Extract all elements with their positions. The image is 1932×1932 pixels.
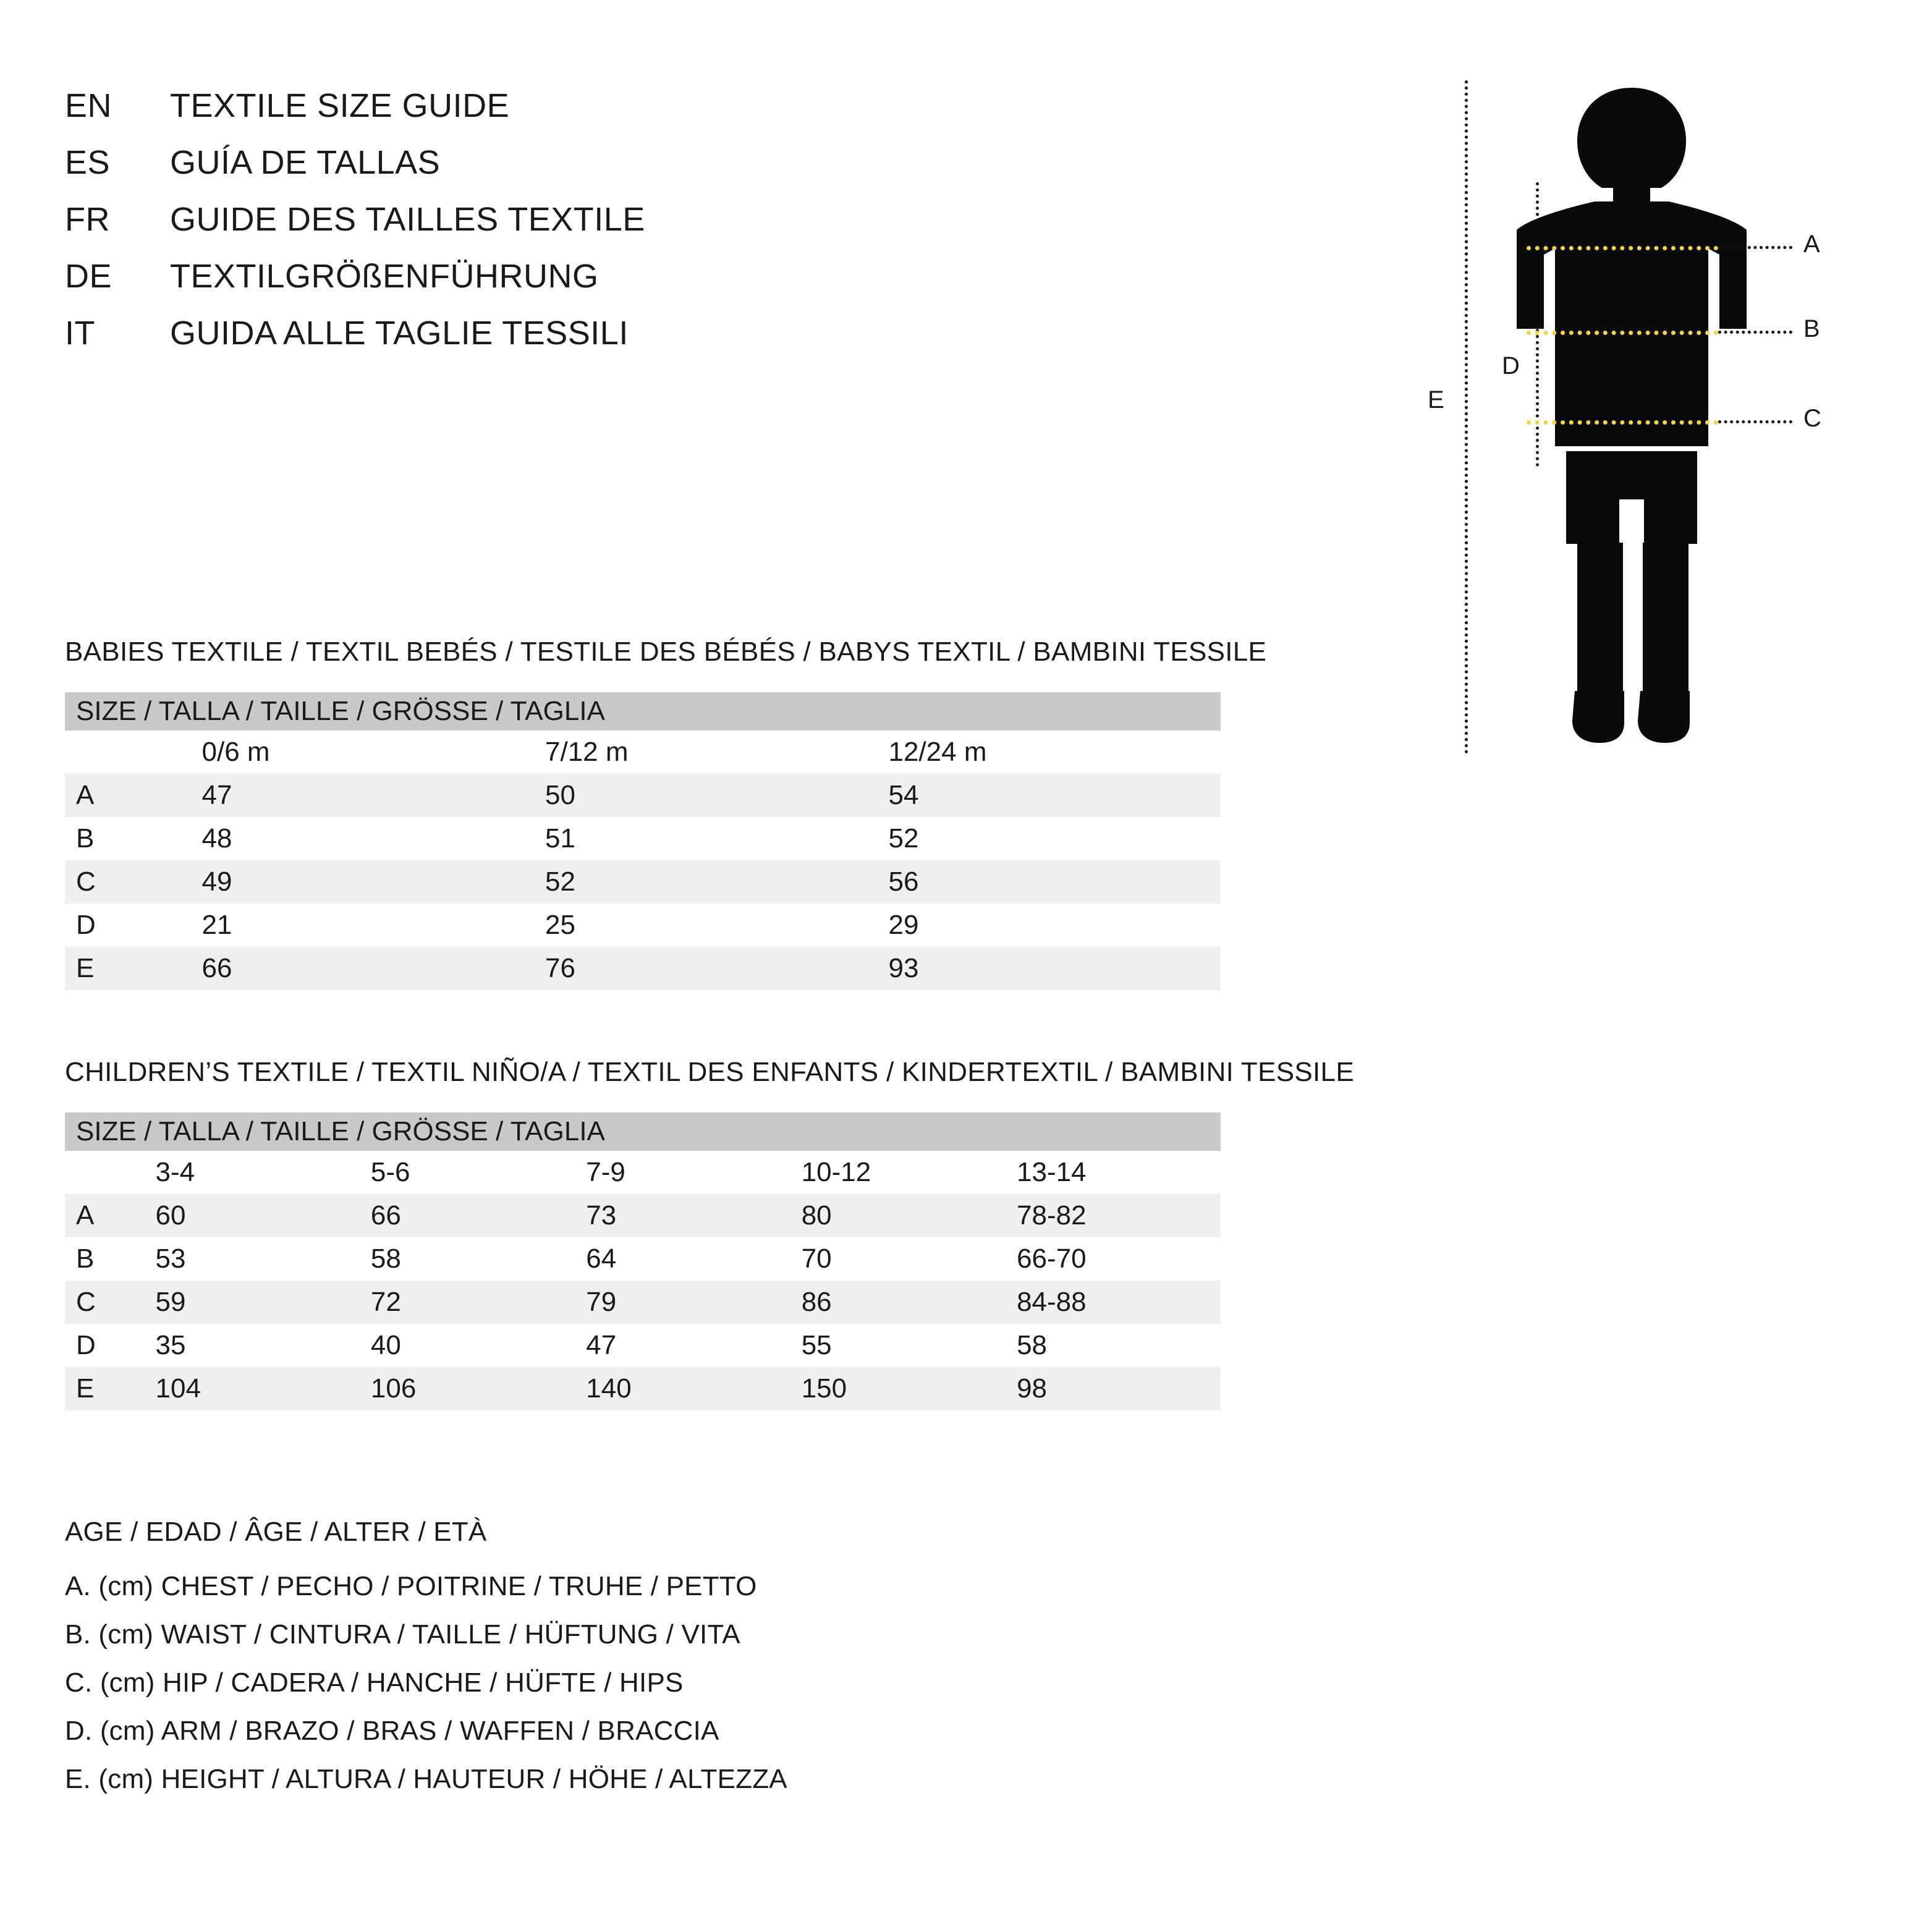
cell-value: 60 xyxy=(145,1194,360,1237)
legend-item-e: E. (cm) HEIGHT / ALTURA / HAUTEUR / HÖHE / ALTEZZA xyxy=(65,1764,787,1794)
babies-table-band xyxy=(65,692,1221,731)
cell-value: 54 xyxy=(877,774,1221,817)
row-label: D xyxy=(65,1324,145,1367)
table-row xyxy=(65,817,1221,860)
legend xyxy=(65,1508,1301,1803)
babies-section-title: BABIES TEXTILE / TEXTIL BEBÉS / TESTILE DES BÉBÉS / BABYS TEXTIL / BAMBINI TESSILE xyxy=(65,637,1267,667)
cell-value: 35 xyxy=(145,1324,360,1367)
figure-label-a: A xyxy=(1803,231,1820,258)
cell-value: 56 xyxy=(877,860,1221,904)
cell-value: 78-82 xyxy=(1006,1194,1221,1237)
title-text: GUIDE DES TAILLES TEXTILE xyxy=(170,201,645,238)
table-row xyxy=(65,947,1221,990)
children-column-header-row xyxy=(65,1151,1221,1194)
leader-line-a xyxy=(1718,246,1792,249)
cell-value: 52 xyxy=(877,817,1221,860)
figure-label-b: B xyxy=(1803,315,1820,342)
cell-value: 59 xyxy=(145,1281,360,1324)
cell-value: 104 xyxy=(145,1367,360,1410)
cell-value: 47 xyxy=(191,774,534,817)
children-column-header: 13-14 xyxy=(1006,1151,1221,1194)
cell-value: 29 xyxy=(877,904,1221,947)
leader-line-b xyxy=(1718,331,1792,334)
cell-value: 50 xyxy=(534,774,877,817)
table-row xyxy=(65,904,1221,947)
babies-column-header: 0/6 m xyxy=(191,731,534,774)
measure-line-c xyxy=(1527,420,1718,425)
table-row xyxy=(65,1237,1221,1281)
cell-value: 64 xyxy=(575,1237,790,1281)
title-block xyxy=(65,87,1239,371)
cell-value: 25 xyxy=(534,904,877,947)
legend-item-b: B. (cm) WAIST / CINTURA / TAILLE / HÜFTUNG / VITA xyxy=(65,1619,740,1650)
title-lang-code: ES xyxy=(65,144,111,181)
children-column-header: 7-9 xyxy=(575,1151,790,1194)
title-row xyxy=(65,87,1239,143)
title-row xyxy=(65,143,1239,200)
cell-value: 49 xyxy=(191,860,534,904)
cell-value: 76 xyxy=(534,947,877,990)
cell-value: 80 xyxy=(790,1194,1006,1237)
table-row xyxy=(65,860,1221,904)
cell-value: 40 xyxy=(360,1324,575,1367)
row-label: B xyxy=(65,817,191,860)
babies-column-header: 7/12 m xyxy=(534,731,877,774)
children-column-header: 3-4 xyxy=(145,1151,360,1194)
cell-value: 79 xyxy=(575,1281,790,1324)
title-lang-code: DE xyxy=(65,258,112,295)
children-section-title: CHILDREN’S TEXTILE / TEXTIL NIÑO/A / TEXTIL DES ENFANTS / KINDERTEXTIL / BAMBINI TESSILE xyxy=(65,1057,1354,1087)
row-label: E xyxy=(65,947,191,990)
cell-value: 47 xyxy=(575,1324,790,1367)
legend-item-d: D. (cm) ARM / BRAZO / BRAS / WAFFEN / BRACCIA xyxy=(65,1716,719,1746)
figure-label-e: E xyxy=(1428,386,1444,413)
cell-value: 98 xyxy=(1006,1367,1221,1410)
legend-item-c: C. (cm) HIP / CADERA / HANCHE / HÜFTE / HIPS xyxy=(65,1667,684,1698)
title-row xyxy=(65,200,1239,257)
title-lang-code: IT xyxy=(65,315,95,352)
cell-value: 21 xyxy=(191,904,534,947)
cell-value: 72 xyxy=(360,1281,575,1324)
children-size-table xyxy=(65,1112,1221,1410)
title-text: GUÍA DE TALLAS xyxy=(170,144,441,181)
leader-line-c xyxy=(1718,420,1792,423)
children-band-label: SIZE / TALLA / TAILLE / GRÖSSE / TAGLIA xyxy=(65,1112,1221,1151)
title-row xyxy=(65,257,1239,314)
cell-value: 58 xyxy=(1006,1324,1221,1367)
cell-value: 70 xyxy=(790,1237,1006,1281)
row-label: E xyxy=(65,1367,145,1410)
row-label: A xyxy=(65,774,191,817)
cell-value: 106 xyxy=(360,1367,575,1410)
children-column-header: 10-12 xyxy=(790,1151,1006,1194)
legend-heading: AGE / EDAD / ÂGE / ALTER / ETÀ xyxy=(65,1517,487,1547)
babies-column-header: 12/24 m xyxy=(877,731,1221,774)
children-corner-cell xyxy=(65,1151,145,1194)
cell-value: 86 xyxy=(790,1281,1006,1324)
title-lang-code: EN xyxy=(65,87,112,124)
row-label: C xyxy=(65,1281,145,1324)
legend-item-a: A. (cm) CHEST / PECHO / POITRINE / TRUHE / PETTO xyxy=(65,1571,757,1601)
babies-corner-cell xyxy=(65,731,191,774)
title-text: TEXTILGRÖßENFÜHRUNG xyxy=(170,258,599,295)
table-row xyxy=(65,774,1221,817)
babies-band-label: SIZE / TALLA / TAILLE / GRÖSSE / TAGLIA xyxy=(65,692,1221,731)
row-label: D xyxy=(65,904,191,947)
title-text: TEXTILE SIZE GUIDE xyxy=(170,87,510,124)
cell-value: 73 xyxy=(575,1194,790,1237)
measure-line-b xyxy=(1527,331,1718,335)
row-label: A xyxy=(65,1194,145,1237)
cell-value: 66 xyxy=(360,1194,575,1237)
babies-size-table xyxy=(65,692,1221,990)
cell-value: 66 xyxy=(191,947,534,990)
figure-label-d: D xyxy=(1502,352,1520,379)
cell-value: 48 xyxy=(191,817,534,860)
row-label: C xyxy=(65,860,191,904)
cell-value: 51 xyxy=(534,817,877,860)
cell-value: 53 xyxy=(145,1237,360,1281)
children-column-header: 5-6 xyxy=(360,1151,575,1194)
figure-label-c: C xyxy=(1803,405,1821,432)
cell-value: 66-70 xyxy=(1006,1237,1221,1281)
table-row xyxy=(65,1194,1221,1237)
title-text: GUIDA ALLE TAGLIE TESSILI xyxy=(170,315,629,352)
cell-value: 140 xyxy=(575,1367,790,1410)
children-table-band xyxy=(65,1112,1221,1151)
table-row xyxy=(65,1324,1221,1367)
cell-value: 55 xyxy=(790,1324,1006,1367)
cell-value: 58 xyxy=(360,1237,575,1281)
cell-value: 84-88 xyxy=(1006,1281,1221,1324)
table-row xyxy=(65,1367,1221,1410)
cell-value: 150 xyxy=(790,1367,1006,1410)
title-lang-code: FR xyxy=(65,201,110,238)
height-guide-line-e xyxy=(1465,80,1468,754)
table-row xyxy=(65,1281,1221,1324)
measurement-figure xyxy=(1403,80,1891,773)
babies-column-header-row xyxy=(65,731,1221,774)
row-label: B xyxy=(65,1237,145,1281)
title-row xyxy=(65,314,1239,371)
cell-value: 52 xyxy=(534,860,877,904)
measure-line-a xyxy=(1527,246,1718,250)
cell-value: 93 xyxy=(877,947,1221,990)
